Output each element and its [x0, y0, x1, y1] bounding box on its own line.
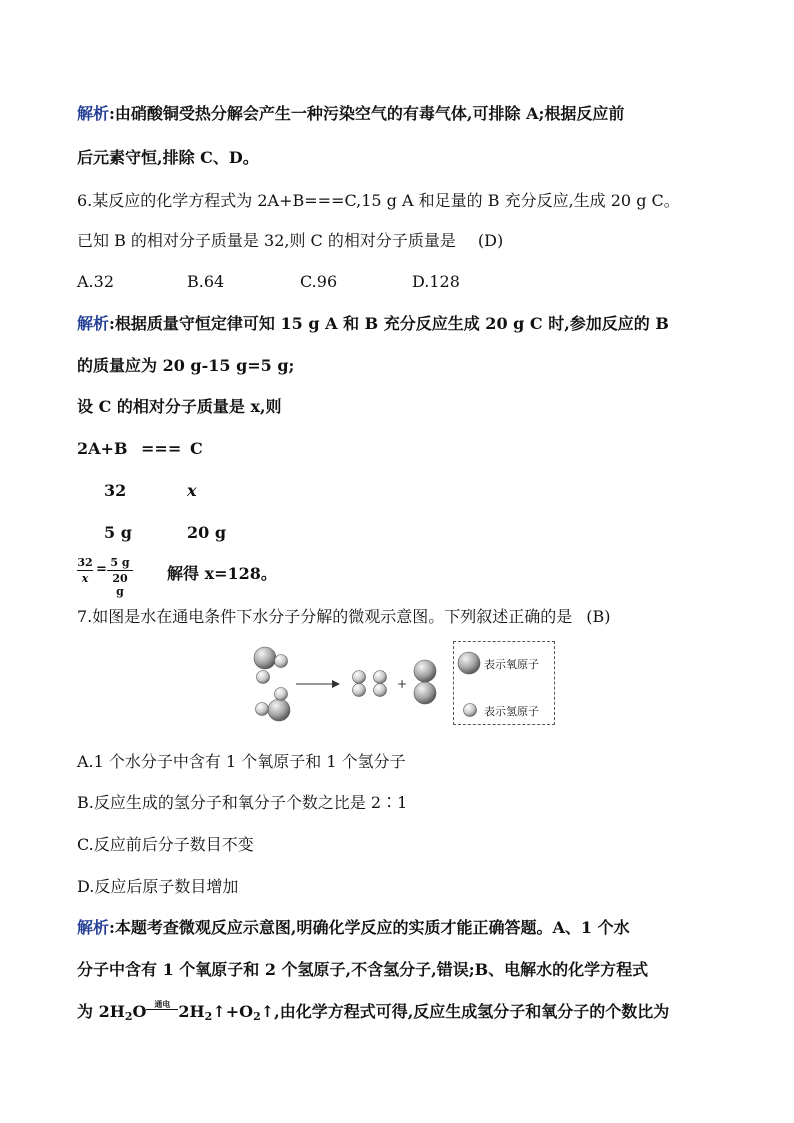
fraction-rhs-numerator: 5 g — [110, 556, 130, 569]
q6-analysis-text1: :根据质量守恒定律可知 15 g A 和 B 充分反应生成 20 g C 时,参加反应的 B — [109, 314, 669, 333]
fraction-rhs-denominator: 20 g — [112, 572, 128, 598]
legend-hydrogen-label: 表示氢原子 — [484, 705, 539, 718]
hydrogen-molecule-2 — [374, 671, 387, 697]
analysis-label: 解析 — [77, 104, 110, 123]
q5-analysis-line1 — [77, 103, 624, 125]
hydrogen-molecule-1 — [353, 671, 366, 697]
q6-stem-text2: 已知 B 的相对分子质量是 32,则 C 的相对分子质量是 — [77, 231, 456, 250]
q6-mass-b: 32 — [104, 481, 127, 500]
q6-mass-c: x — [187, 481, 197, 500]
equation-o: O — [132, 1002, 147, 1021]
q6-solution: 解得 x=128。 — [167, 564, 277, 583]
hydrogen-atom-icon — [462, 702, 478, 718]
q7-option-a: A.1 个水分子中含有 1 个氧原子和 1 个氢分子 — [77, 752, 406, 771]
q6-setup: 设 C 的相对分子质量是 x,则 — [77, 397, 282, 416]
diagram-legend — [453, 641, 555, 725]
subscript-2: 2 — [204, 1010, 213, 1023]
reaction-condition — [146, 1001, 178, 1017]
q7-option-d: D.反应后原子数目增加 — [77, 877, 239, 896]
q6-answer: (D) — [477, 231, 504, 250]
water-molecule-bottom — [256, 688, 291, 722]
q5-analysis-line2: 后元素守恒,排除 C、D。 — [77, 148, 259, 167]
equation-prefix: 为 2H — [77, 1002, 125, 1021]
q6-eq-product: C — [190, 439, 203, 458]
water-molecule-top — [254, 647, 288, 684]
plus-sign: + — [397, 677, 408, 691]
equation-h2: 2H — [178, 1002, 205, 1021]
oxygen-molecule — [414, 660, 436, 704]
q7-analysis-line1 — [77, 917, 630, 939]
q7-analysis-line2: 分子中含有 1 个氧原子和 2 个氢原子,不含氢分子,错误;B、电解水的化学方程式 — [77, 960, 649, 979]
analysis-label: 解析 — [77, 314, 110, 333]
q6-analysis-line2: 的质量应为 20 g-15 g=5 g; — [77, 356, 295, 375]
q6-given-b: 5 g — [104, 523, 132, 542]
equation-mid: ↑+O — [212, 1002, 254, 1021]
q7-option-b: B.反应生成的氢分子和氧分子个数之比是 2∶1 — [77, 793, 408, 812]
q6-option-c: C.96 — [300, 272, 338, 291]
oxygen-atom-icon — [456, 650, 482, 676]
q6-option-b: B.64 — [187, 272, 225, 291]
q6-stem-line2 — [77, 230, 503, 252]
legend-oxygen-label: 表示氧原子 — [484, 658, 539, 671]
q6-stem-line1: 6.某反应的化学方程式为 2A+B===C,15 g A 和足量的 B 充分反应,生成 20 g C。 — [77, 191, 680, 210]
q6-proportion-fraction: 32 x = 5 g 20 g — [77, 554, 133, 590]
q6-eq-arrow: === — [141, 439, 182, 458]
q5-analysis-text1: :由硝酸铜受热分解会产生一种污染空气的有毒气体,可排除 A;根据反应前 — [109, 104, 625, 123]
q7-option-c: C.反应前后分子数目不变 — [77, 835, 254, 854]
q7-stem-text: 7.如图是水在通电条件下水分子分解的微观示意图。下列叙述正确的是 — [77, 607, 573, 626]
q7-stem — [77, 606, 611, 628]
q6-option-a: A.32 — [77, 272, 114, 291]
q7-answer: (B) — [586, 607, 611, 626]
fraction-lhs-denominator: x — [81, 572, 89, 585]
condition-text: 通电 — [154, 999, 171, 1009]
equation-suffix: ↑,由化学方程式可得,反应生成氢分子和氧分子的个数比为 — [260, 1002, 670, 1021]
analysis-label: 解析 — [77, 918, 110, 937]
subscript-2: 2 — [124, 1010, 133, 1023]
q6-eq-reactants: 2A+B — [77, 439, 128, 458]
fraction-lhs-numerator: 32 — [77, 556, 93, 569]
q6-option-d: D.128 — [412, 272, 460, 291]
subscript-2: 2 — [253, 1010, 261, 1023]
q6-analysis-line1 — [77, 313, 669, 335]
q7-analysis-line3 — [77, 1001, 669, 1028]
q7-analysis-text1: :本题考查微观反应示意图,明确化学反应的实质才能正确答题。A、1 个水 — [109, 918, 630, 937]
q6-given-c: 20 g — [187, 523, 227, 542]
